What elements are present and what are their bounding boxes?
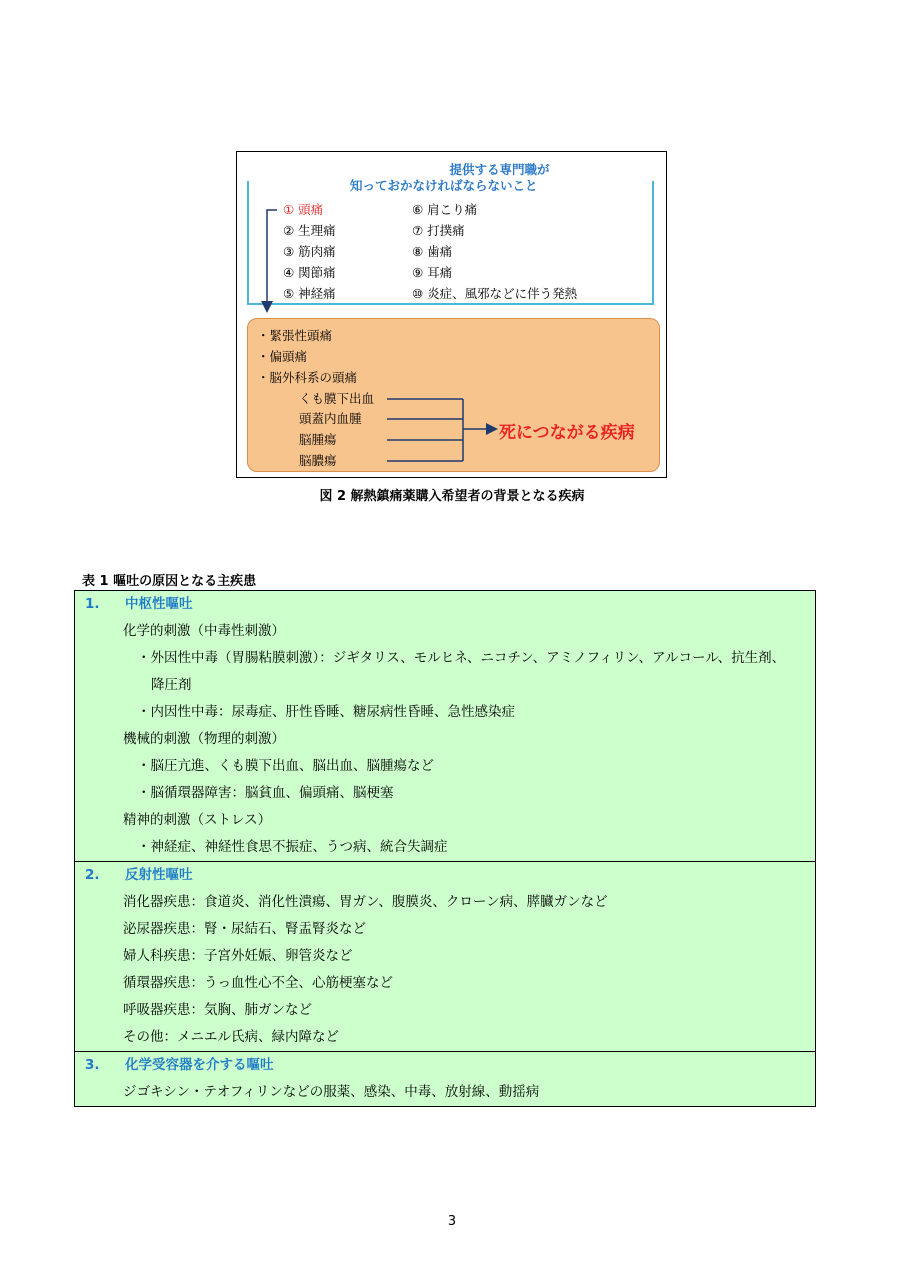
- pain-item: ⑥ 肩こり痛: [412, 202, 478, 217]
- table-row: 呼吸器疾患：気胸、肺ガンなど: [123, 1002, 312, 1018]
- section-header: [75, 1052, 815, 1079]
- neuro-disease: 頭蓋内血腫: [299, 411, 362, 426]
- headache-type: ・脳外科系の頭痛: [257, 370, 358, 385]
- pain-item: ⑨ 耳痛: [412, 265, 453, 280]
- pain-item: ⑩ 炎症、風邪などに伴う発熱: [412, 286, 578, 301]
- connector-lines: [237, 152, 668, 479]
- figure-2: [236, 151, 667, 478]
- vomiting-causes-table: [74, 590, 816, 1107]
- section-header: [75, 862, 815, 889]
- pain-item: ③ 筋肉痛: [283, 244, 336, 259]
- table-row: ・神経症、神経性食思不振症、うつ病、統合失調症: [137, 839, 448, 855]
- pain-item: ⑧ 歯痛: [412, 244, 453, 259]
- table-row: 泌尿器疾患：腎・尿結石、腎盂腎炎など: [123, 921, 366, 937]
- pain-item: ④ 関節痛: [283, 265, 336, 280]
- section-title: 中枢性嘔吐: [125, 596, 193, 612]
- table-section: [75, 1051, 815, 1106]
- table-row: ・脳循環器障害：脳貧血、偏頭痛、脳梗塞: [137, 785, 394, 801]
- table-caption: 表 1 嘔吐の原因となる主疾患: [82, 574, 257, 589]
- section-title: 化学受容器を介する嘔吐: [125, 1057, 274, 1073]
- table-row: ・外因性中毒（胃腸粘膜刺激）：ジギタリス、モルヒネ、ニコチン、アミノフィリン、アルコール、抗生剤、: [137, 650, 786, 666]
- table-row: ・内因性中毒：尿毒症、肝性昏睡、糖尿病性昏睡、急性感染症: [137, 704, 515, 720]
- section-number: 2.: [85, 867, 100, 883]
- pain-item: ⑤ 神経痛: [283, 286, 336, 301]
- table-row: その他：メニエル氏病、緑内障など: [123, 1029, 339, 1045]
- neuro-disease: くも膜下出血: [299, 391, 375, 406]
- pain-item: ⑦ 打撲痛: [412, 223, 465, 238]
- page-number: 3: [447, 1214, 457, 1229]
- pain-item: ① 頭痛: [283, 202, 324, 217]
- section-number: 1.: [85, 596, 100, 612]
- neuro-disease: 脳腫瘍: [299, 432, 337, 447]
- table-row: 精神的刺激（ストレス）: [123, 812, 272, 828]
- table-row: ・脳圧亢進、くも膜下出血、脳出血、脳腫瘍など: [137, 758, 434, 774]
- pain-item: ② 生理痛: [283, 223, 336, 238]
- table-row: 降圧剤: [151, 677, 192, 693]
- fatal-disease-label: 死につながる疾病: [499, 423, 635, 443]
- table-section: [75, 861, 815, 1051]
- headache-type: ・緊張性頭痛: [257, 328, 333, 343]
- section-number: 3.: [85, 1057, 100, 1073]
- figure-title-line1: 提供する専門職が: [449, 162, 550, 177]
- section-header: [75, 591, 815, 618]
- table-row: 循環器疾患：うっ血性心不全、心筋梗塞など: [123, 975, 393, 991]
- table-section: [75, 591, 815, 861]
- table-row: 機械的刺激（物理的刺激）: [123, 731, 285, 747]
- table-row: 化学的刺激（中毒性刺激）: [123, 623, 285, 639]
- headache-type: ・偏頭痛: [257, 349, 308, 364]
- figure-title-line2: 知っておかなければならないこと: [346, 178, 542, 194]
- section-title: 反射性嘔吐: [125, 867, 193, 883]
- figure-caption: 図 2 解熱鎮痛薬購入希望者の背景となる疾病: [319, 489, 585, 504]
- table-row: ジゴキシン・テオフィリンなどの服薬、感染、中毒、放射線、動揺病: [123, 1084, 540, 1100]
- neuro-disease: 脳膿瘍: [299, 453, 337, 468]
- table-row: 婦人科疾患：子宮外妊娠、卵管炎など: [123, 948, 353, 964]
- table-row: 消化器疾患：食道炎、消化性潰瘍、胃ガン、腹膜炎、クローン病、膵臓ガンなど: [123, 894, 608, 910]
